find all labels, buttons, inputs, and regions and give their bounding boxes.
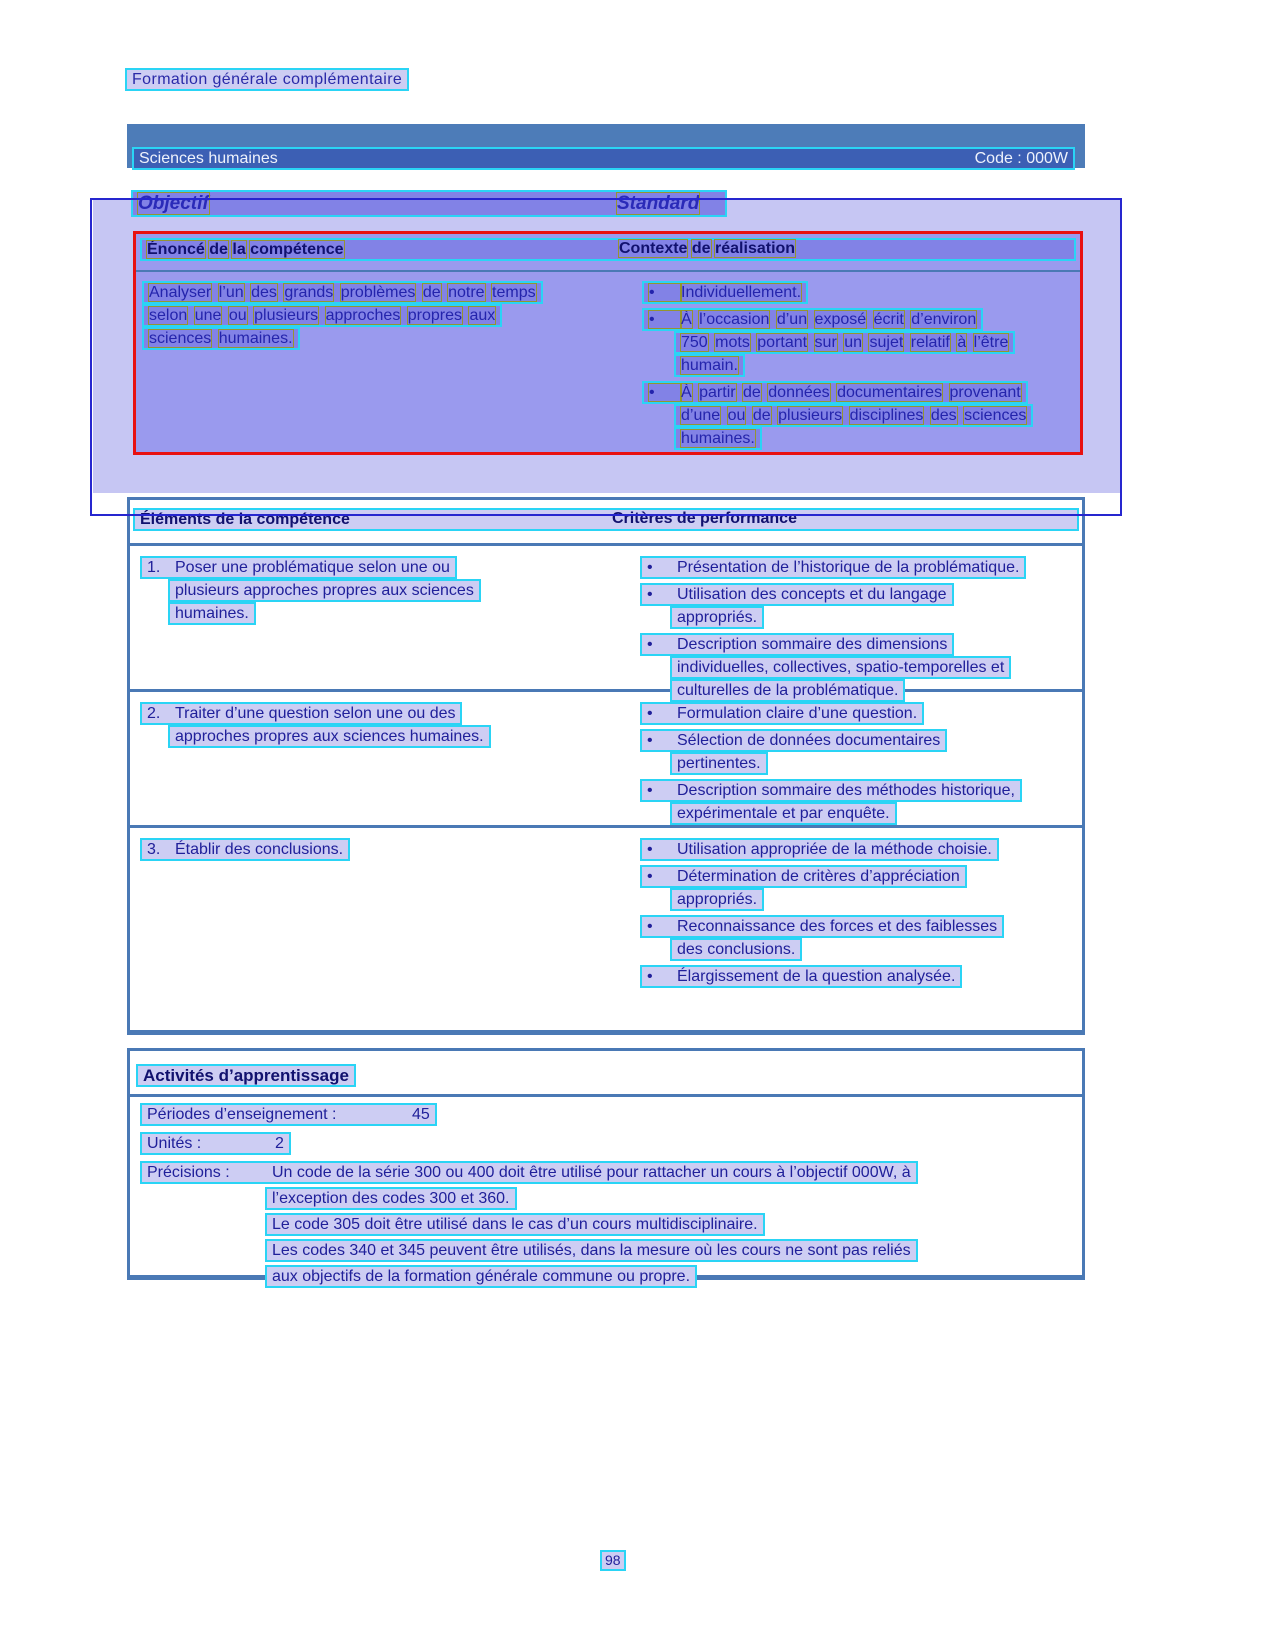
discipline-label: Sciences humaines [139, 150, 278, 167]
list-item [640, 965, 1076, 988]
elements-header-highlight [133, 508, 1079, 531]
criteres-cell [640, 702, 1076, 825]
bullet-line: pertinentes. [670, 752, 768, 775]
enonce-table-header [136, 234, 1080, 272]
contexte-list [622, 281, 1080, 454]
activites-header-text: Activités d’apprentissage [136, 1064, 356, 1087]
elements-header-right: Critères de performance [612, 510, 797, 527]
item-number: 1. [147, 559, 161, 576]
unites-value: 2 [275, 1135, 284, 1152]
criteres-cell [640, 838, 1076, 992]
bullet-line: Utilisation appropriée de la méthode choisie. [677, 841, 992, 858]
element-line: approches propres aux sciences humaines. [168, 725, 491, 748]
bullet-icon: • [647, 732, 653, 749]
bullet-line: Individuellement. [681, 284, 802, 301]
item-number: 2. [147, 705, 161, 722]
activites-header [130, 1051, 1082, 1097]
precisions-label: Précisions : [147, 1164, 230, 1181]
element-cell [140, 702, 640, 825]
objectif-standard-panel [93, 193, 1122, 493]
bullet-line: humaines. [674, 427, 762, 450]
bullet-icon: • [647, 586, 653, 603]
element-cell [140, 838, 640, 992]
statement-line: sciences humaines. [142, 327, 300, 350]
elements-header-left: Éléments de la compétence [140, 511, 350, 528]
periodes-label: Périodes d’enseignement : [147, 1106, 337, 1123]
header-bar-highlight [132, 147, 1075, 170]
bullet-line: Description sommaire des dimensions [677, 636, 948, 653]
red-annotation-box [133, 231, 1083, 455]
bullet-icon: • [647, 636, 653, 653]
element-cell [140, 556, 640, 689]
bullet-line: d’une ou de plusieurs disciplines des sciences [674, 404, 1033, 427]
precisions-line: Un code de la série 300 ou 400 doit être utilisé pour rattacher un cours à l’objectif 000W, à [272, 1164, 911, 1181]
bullet-line: appropriés. [670, 606, 764, 629]
precisions-line: l’exception des codes 300 et 360. [265, 1187, 517, 1210]
bullet-line: Détermination de critères d’appréciation [677, 868, 960, 885]
list-item [640, 779, 1076, 825]
table-row [130, 825, 1082, 992]
criteres-cell [640, 556, 1076, 699]
list-item [640, 556, 1076, 579]
list-item [640, 702, 1076, 725]
bullet-line: expérimentale et par enquête. [670, 802, 897, 825]
precisions-line: Le code 305 doit être utilisé dans le cas d’un cours multidisciplinaire. [265, 1213, 765, 1236]
enonce-header-right: Contexte de réalisation [619, 240, 796, 257]
bullet-icon: • [649, 284, 681, 301]
objectif-standard-heading [131, 190, 727, 212]
list-item [640, 915, 1076, 961]
table-row [130, 543, 1082, 699]
page-number-text: 98 [600, 1550, 626, 1571]
activites-content [130, 1097, 1082, 1288]
standard-heading: Standard [617, 193, 700, 214]
enonce-header-highlight [140, 238, 1076, 261]
bullet-line: 750 mots portant sur un sujet relatif à l’être [674, 331, 1015, 354]
element-line: humaines. [168, 602, 256, 625]
page-number [600, 1550, 626, 1571]
bullet-icon: • [647, 705, 653, 722]
periodes-value: 45 [412, 1106, 430, 1123]
bullet-icon: • [647, 782, 653, 799]
objectif-heading: Objectif [138, 193, 209, 214]
doc-title [125, 68, 409, 91]
precisions-line: aux objectifs de la formation générale commune ou propre. [265, 1265, 697, 1288]
bullet-icon: • [649, 384, 681, 401]
bullet-line: Formulation claire d’une question. [677, 705, 918, 722]
precisions-line: Les codes 340 et 345 peuvent être utilisés, dans la mesure où les cours ne sont pas reliés [265, 1239, 918, 1262]
enonce-table-body [136, 272, 1080, 454]
list-item [622, 308, 1080, 377]
list-item [640, 838, 1076, 861]
list-item [640, 729, 1076, 775]
list-item [622, 381, 1080, 450]
table-row [130, 689, 1082, 825]
bullet-line: Utilisation des concepts et du langage [677, 586, 947, 603]
bullet-line: culturelles de la problématique. [670, 679, 905, 702]
unites-label: Unités : [147, 1135, 202, 1152]
doc-title-text: Formation générale complémentaire [125, 68, 409, 91]
bullet-line: À partir de données documentaires provenant [681, 384, 1021, 401]
elements-table-header [130, 500, 1082, 543]
list-item [640, 633, 1076, 702]
list-item [640, 865, 1076, 911]
heading-highlight [131, 190, 727, 217]
bullet-line: Description sommaire des méthodes historique, [677, 782, 1015, 799]
bullet-line: humain. [674, 354, 745, 377]
activites-table [127, 1048, 1085, 1285]
bullet-line: Élargissement de la question analysée. [677, 968, 956, 985]
element-line: plusieurs approches propres aux sciences [168, 579, 481, 602]
bullet-line: Sélection de données documentaires [677, 732, 941, 749]
bullet-icon: • [647, 841, 653, 858]
bullet-line: des conclusions. [670, 938, 802, 961]
bullet-line: À l’occasion d’un exposé écrit d’environ [681, 311, 977, 328]
element-line: Traiter d’une question selon une ou des [175, 705, 456, 722]
course-code: Code : 000W [974, 150, 1068, 167]
list-item [622, 281, 1080, 304]
element-line: Poser une problématique selon une ou [175, 559, 450, 576]
enonce-statement [142, 281, 612, 454]
bullet-icon: • [647, 559, 653, 576]
statement-line: Analyser l’un des grands problèmes de notre temps [142, 281, 543, 304]
list-item [640, 583, 1076, 629]
bullet-line: appropriés. [670, 888, 764, 911]
enonce-header-left: Énoncé de la compétence [147, 241, 344, 258]
bullet-icon: • [647, 968, 653, 985]
bullet-icon: • [647, 868, 653, 885]
statement-line: selon une ou plusieurs approches propres aux [142, 304, 502, 327]
elements-criteres-table [127, 497, 1085, 1035]
bullet-line: Reconnaissance des forces et des faiblesses [677, 918, 998, 935]
bullet-line: individuelles, collectives, spatio-temporelles et [670, 656, 1011, 679]
element-line: Établir des conclusions. [175, 841, 344, 858]
bullet-icon: • [647, 918, 653, 935]
bullet-icon: • [649, 311, 681, 328]
section-header-bar [127, 124, 1085, 168]
item-number: 3. [147, 841, 161, 858]
bullet-line: Présentation de l’historique de la problématique. [677, 559, 1020, 576]
